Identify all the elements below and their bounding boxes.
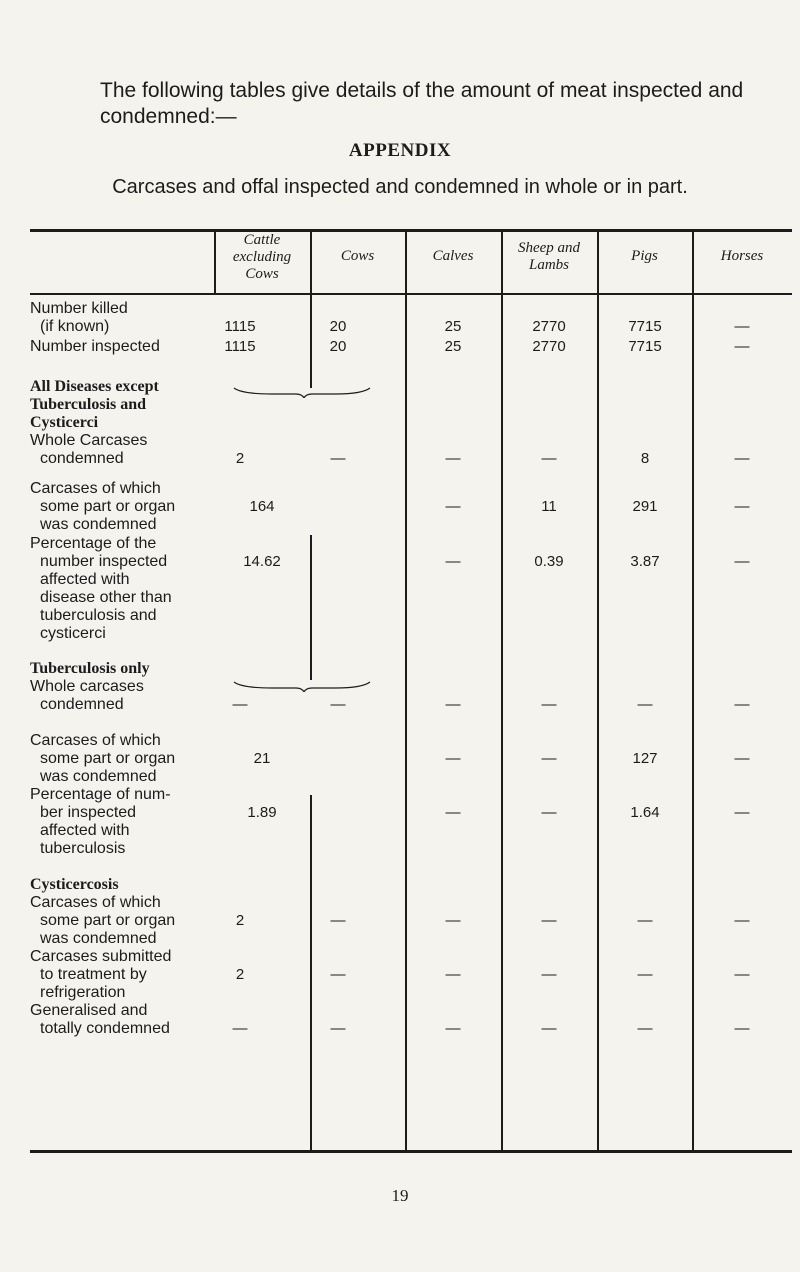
table-top-rule	[30, 229, 792, 232]
label-line: Percentage of num-	[30, 786, 171, 803]
label-line: affected with	[40, 571, 130, 588]
label-line: Whole Carcases	[30, 432, 148, 449]
table-cell: 2	[235, 966, 245, 983]
label-line: Number killed	[30, 300, 128, 317]
table-cell: 11	[541, 498, 557, 515]
table-cell-combined: 14.62	[243, 553, 281, 570]
label-cy-part	[30, 894, 175, 948]
col-rule-4	[501, 231, 503, 1151]
table-cell: —	[445, 1020, 461, 1037]
table-cell: —	[541, 696, 557, 713]
label-line: some part or organ	[40, 912, 176, 929]
colhead-cows: Cows	[340, 248, 375, 264]
label-line: Whole carcases	[30, 678, 144, 695]
label-line: Carcases of which	[30, 894, 161, 911]
table-cell: —	[734, 750, 750, 767]
table-cell: —	[541, 450, 557, 467]
table-cell: —	[541, 966, 557, 983]
table-cell: —	[445, 450, 461, 467]
label-tb-whole	[30, 678, 144, 714]
table-cell: —	[445, 750, 461, 767]
label-line: condemned	[40, 696, 124, 713]
table-cell: 0.39	[534, 553, 564, 570]
table-cell: —	[445, 804, 461, 821]
label-all-diseases	[30, 378, 159, 432]
table-cell: —	[232, 1020, 248, 1037]
table-cell: —	[734, 450, 750, 467]
col-rule-2-seg-b	[310, 535, 312, 680]
label-line: totally condemned	[40, 1020, 170, 1037]
table-cell: 2	[235, 450, 245, 467]
table-caption: Carcases and offal inspected and condemned in whole or in part.	[112, 176, 688, 198]
label-tb-part	[30, 732, 175, 786]
table-cell: —	[734, 338, 750, 355]
table-cell: —	[637, 696, 653, 713]
label-line: to treatment by	[40, 966, 147, 983]
label-cy-generalised	[30, 1002, 170, 1038]
colhead-cattle-line3: Cows	[245, 266, 279, 282]
table-cell: —	[232, 696, 248, 713]
label-number-killed	[30, 300, 128, 336]
table-cell: —	[734, 696, 750, 713]
label-percentage	[30, 535, 172, 643]
table-cell: 8	[640, 450, 650, 467]
table-cell: 127	[632, 750, 658, 767]
label-whole-carcases	[30, 432, 147, 468]
table-cell: —	[330, 912, 346, 929]
label-line: some part or organ	[40, 750, 176, 767]
table-cell-combined: 1.89	[247, 804, 277, 821]
table-cell: —	[330, 696, 346, 713]
label-line: All Diseases except	[30, 378, 159, 395]
table-cell: —	[330, 450, 346, 467]
colhead-horses: Horses	[720, 248, 764, 264]
label-line: affected with	[40, 822, 130, 839]
colhead-sheep-line1: Sheep and	[517, 240, 581, 256]
brace-tb	[232, 680, 372, 692]
label-line: Cysticerci	[30, 414, 99, 431]
table-cell: —	[445, 912, 461, 929]
label-line: Carcases of which	[30, 480, 161, 497]
label-line: Tuberculosis and	[30, 396, 147, 413]
label-line: number inspected	[40, 553, 168, 570]
table-cell: —	[734, 966, 750, 983]
table-cell: —	[541, 804, 557, 821]
table-cell: —	[637, 966, 653, 983]
table-cell-combined: 21	[253, 750, 271, 767]
label-cysticercosis: Cysticercosis	[30, 876, 119, 893]
table-cell: —	[637, 1020, 653, 1037]
table-cell: —	[734, 804, 750, 821]
table-cell: 20	[329, 338, 347, 355]
table-cell: —	[734, 498, 750, 515]
appendix-title: APPENDIX	[348, 140, 452, 161]
page-number: 19	[391, 1186, 409, 1205]
table-cell: —	[445, 696, 461, 713]
colhead-cattle-line1: Cattle	[243, 232, 281, 248]
table-cell: —	[734, 553, 750, 570]
col-rule-3	[405, 231, 407, 1151]
table-cell: 2770	[532, 318, 566, 335]
table-bottom-rule	[30, 1150, 792, 1153]
table-cell: 25	[444, 338, 462, 355]
table-cell: —	[734, 912, 750, 929]
label-line: some part or organ	[40, 498, 176, 515]
table-cell: —	[637, 912, 653, 929]
table-cell: 2770	[532, 338, 566, 355]
table-cell: 25	[444, 318, 462, 335]
table-cell: 1.64	[630, 804, 660, 821]
table-cell: 1115	[224, 318, 256, 335]
label-line: was condemned	[40, 930, 157, 947]
label-line: ber inspected	[40, 804, 137, 821]
label-line: was condemned	[40, 768, 157, 785]
table-cell: —	[734, 318, 750, 335]
label-cy-refrigeration	[30, 948, 171, 1002]
label-line: Carcases of which	[30, 732, 161, 749]
table-cell: 20	[329, 318, 347, 335]
colhead-pigs: Pigs	[631, 248, 658, 264]
table-cell: —	[734, 1020, 750, 1037]
table-cell: —	[445, 966, 461, 983]
colhead-calves: Calves	[432, 248, 474, 264]
label-line: condemned	[40, 450, 124, 467]
label-line: was condemned	[40, 516, 157, 533]
table-cell: 3.87	[630, 553, 660, 570]
col-rule-6	[692, 231, 694, 1151]
colhead-cattle-line2: excluding	[232, 249, 292, 265]
col-rule-5	[597, 231, 599, 1151]
label-line: tuberculosis and	[40, 607, 157, 624]
label-tb-percentage	[30, 786, 171, 858]
table-cell: 1115	[224, 338, 256, 355]
colhead-sheep-line2: Lambs	[528, 257, 569, 273]
label-line: Generalised and	[30, 1002, 148, 1019]
label-line: tuberculosis	[40, 840, 126, 857]
label-line: cysticerci	[40, 625, 106, 642]
table-cell-combined: 164	[249, 498, 275, 515]
table-cell: 7715	[628, 338, 662, 355]
table-cell: 7715	[628, 318, 662, 335]
table-cell: —	[330, 1020, 346, 1037]
label-line: Percentage of the	[30, 535, 157, 552]
table-cell: —	[541, 1020, 557, 1037]
table-header-rule	[30, 293, 792, 295]
brace-all-diseases	[232, 386, 372, 398]
table-cell: 2	[235, 912, 245, 929]
table-cell: —	[541, 750, 557, 767]
table-cell: —	[445, 553, 461, 570]
colhead-sheep	[501, 240, 597, 274]
label-number-inspected: Number inspected	[30, 338, 160, 355]
table-cell: —	[330, 966, 346, 983]
label-tb-only: Tuberculosis only	[30, 660, 150, 677]
label-line: refrigeration	[40, 984, 126, 1001]
intro-paragraph: The following tables give details of the amount of meat inspected and condemned:—	[100, 79, 744, 128]
label-line: Carcases submitted	[30, 948, 172, 965]
label-line: (if known)	[40, 318, 110, 335]
colhead-cattle	[214, 232, 310, 283]
label-line: disease other than	[40, 589, 172, 606]
table-cell: 291	[632, 498, 658, 515]
table-cell: —	[445, 498, 461, 515]
table-cell: —	[541, 912, 557, 929]
label-part-condemned	[30, 480, 175, 534]
